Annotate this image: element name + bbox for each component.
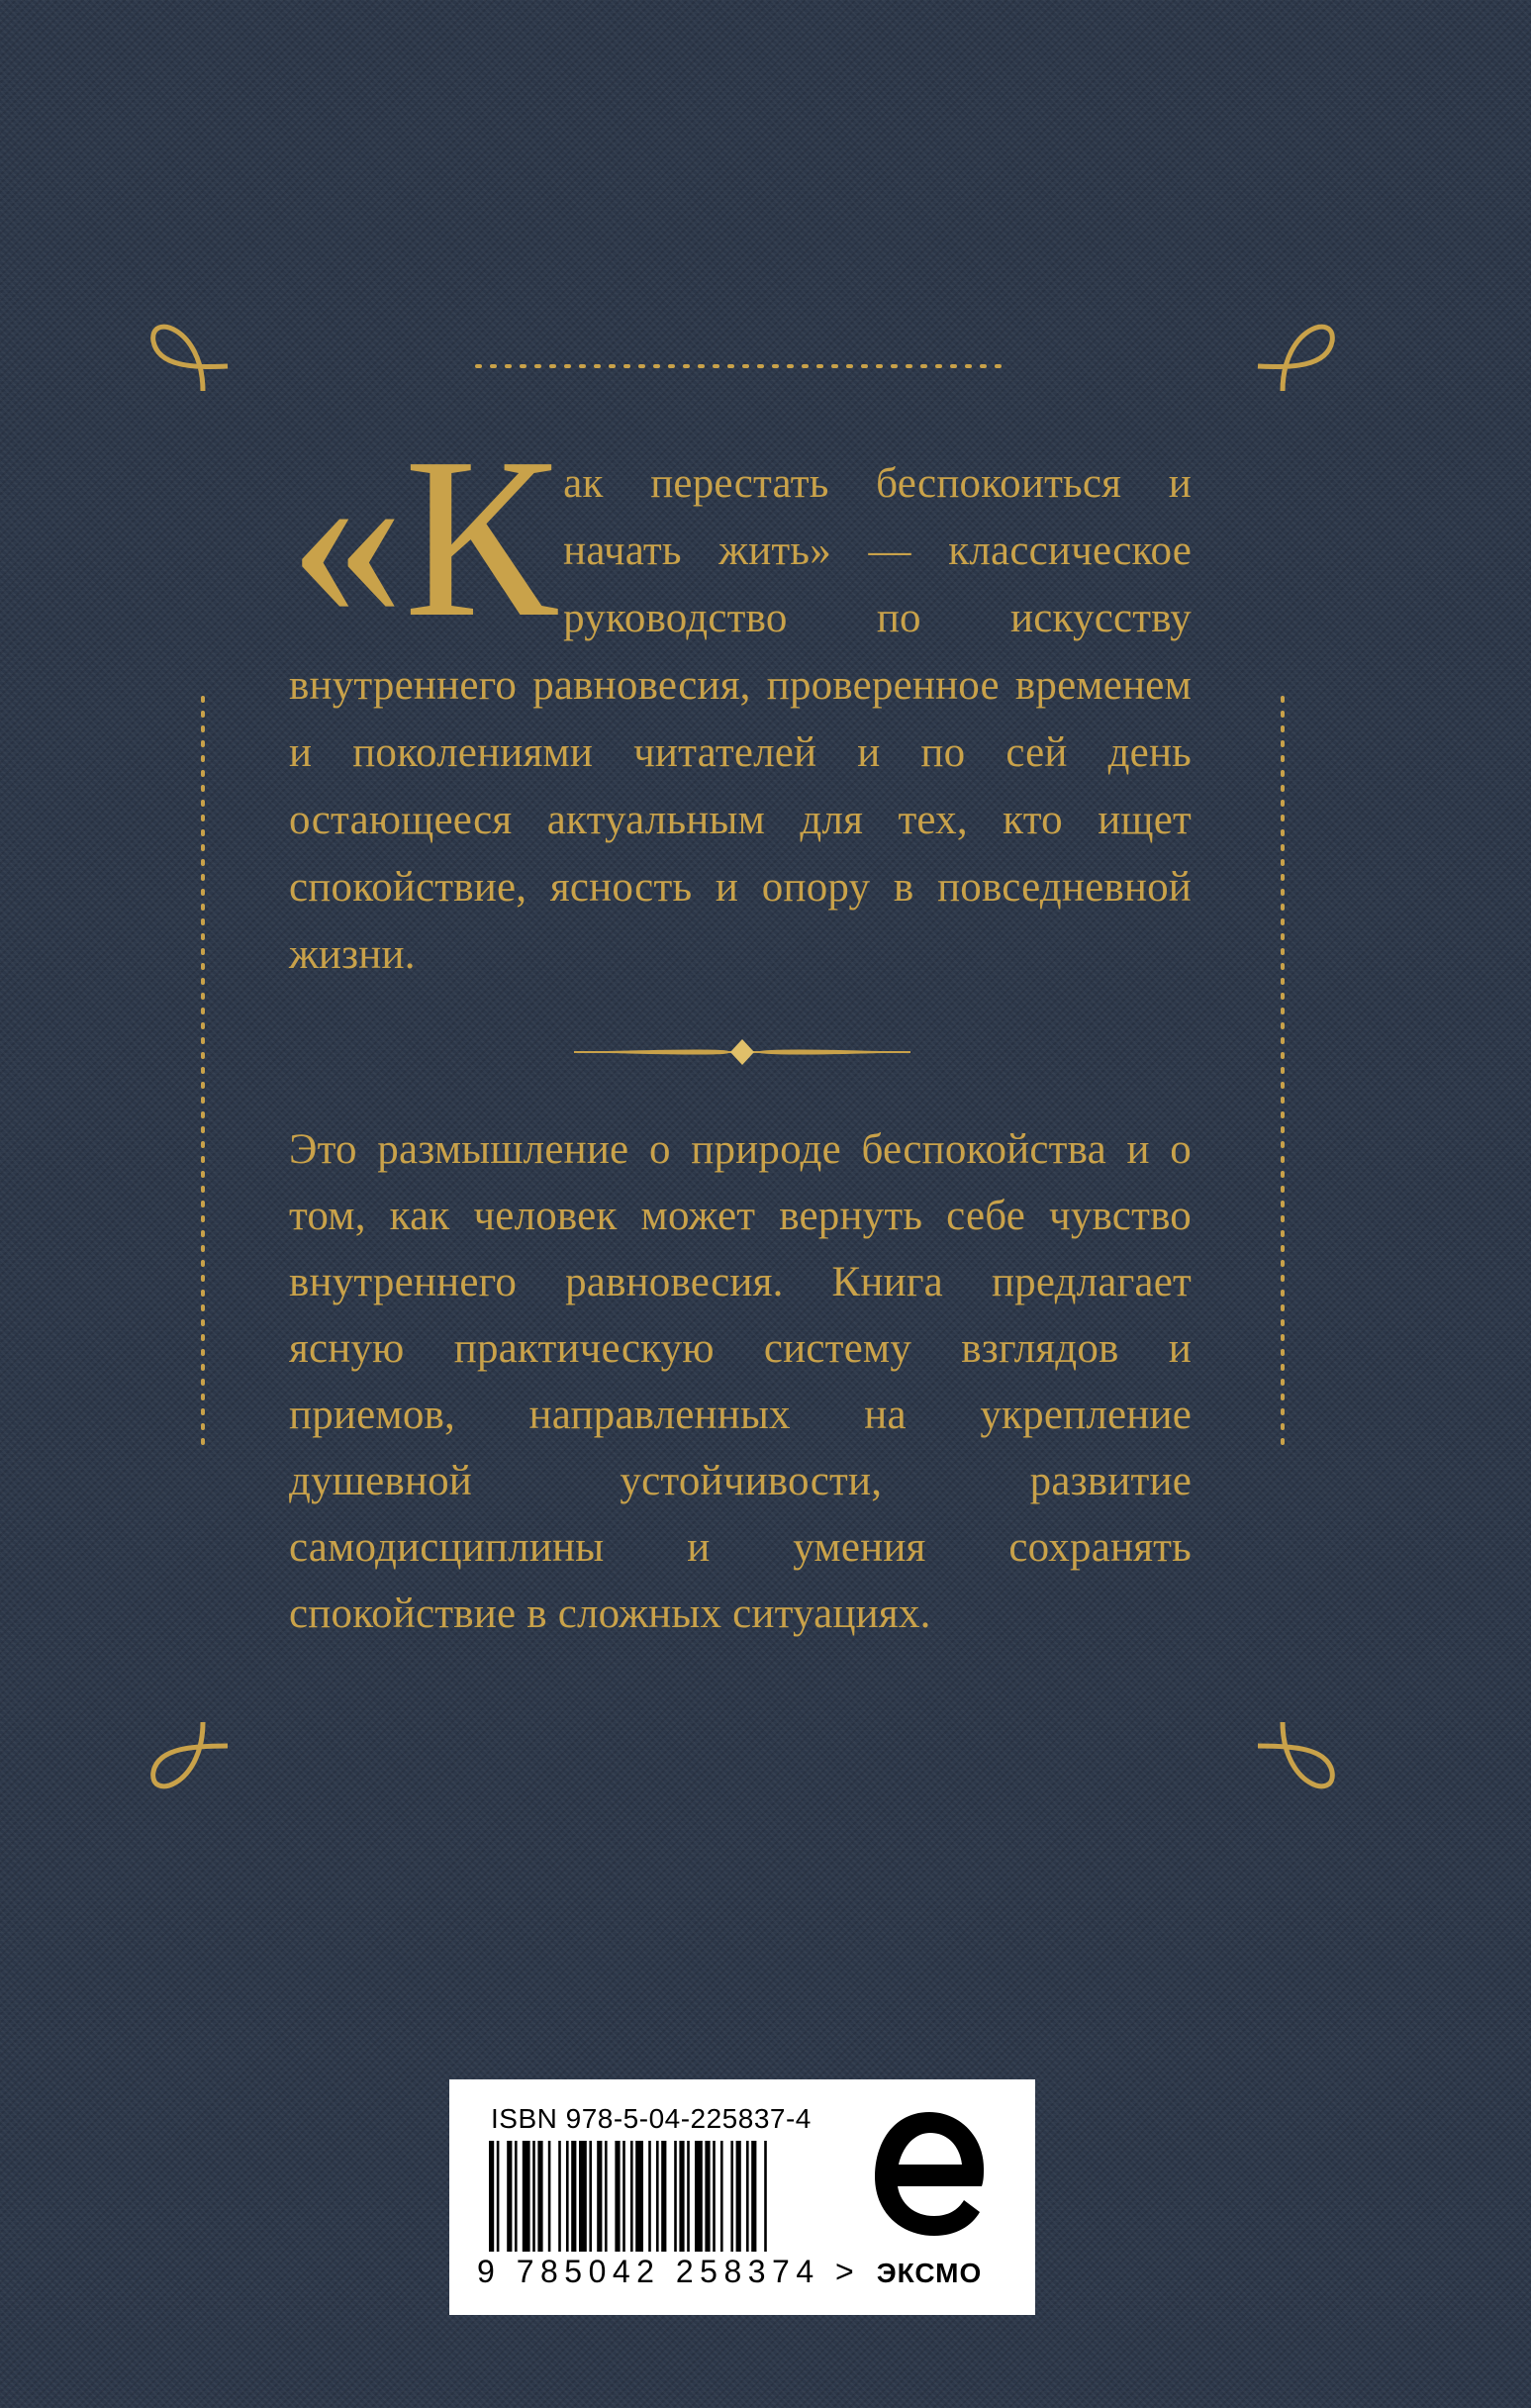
intro-text: ак перестать беспокоиться и начать жить» — классическое руководство по искусству внутреннего равновесия, проверенное временем и поколениями читателей и по сей день остающееся актуальным для тех, кто ищет спокойствие, ясность и опору в повседневной жизни.	[289, 460, 1192, 978]
barcode-bar	[695, 2141, 703, 2252]
barcode-bar	[489, 2141, 494, 2252]
barcode-bar	[507, 2141, 512, 2252]
drop-cap: «К	[289, 411, 558, 665]
barcode-bar	[746, 2141, 749, 2252]
corner-ornament-top-left	[153, 327, 228, 391]
corner-ornament-bottom-right	[1258, 1722, 1332, 1786]
barcode-bar	[523, 2141, 530, 2252]
barcode-bar	[515, 2141, 518, 2252]
barcode-bar	[566, 2141, 569, 2252]
isbn-number: ISBN 978-5-04-225837-4	[491, 2103, 812, 2134]
barcode-bar	[736, 2141, 741, 2252]
center-divider	[574, 1039, 910, 1065]
intro-paragraph	[289, 411, 1192, 989]
eksmo-logo-icon	[855, 2097, 1004, 2256]
barcode-bar	[548, 2141, 551, 2252]
barcode-bar	[497, 2141, 500, 2252]
barcode-bar	[532, 2141, 535, 2252]
barcode-bar	[713, 2141, 716, 2252]
barcode-bar	[720, 2141, 723, 2252]
barcode-bar	[751, 2141, 756, 2252]
barcode-bar	[656, 2141, 659, 2252]
barcode-digits: 9 785042 258374 >	[477, 2254, 861, 2289]
barcode-bar	[615, 2141, 620, 2252]
barcode-bar	[764, 2141, 767, 2252]
barcode-bar	[661, 2141, 666, 2252]
barcode-bar	[705, 2141, 710, 2252]
barcode-bar	[579, 2141, 587, 2252]
corner-ornament-top-right	[1258, 327, 1332, 391]
barcode-label	[449, 2079, 1035, 2315]
publisher-name: ЭКСМО	[876, 2258, 983, 2288]
barcode-bar	[730, 2141, 733, 2252]
barcode-bar	[622, 2141, 625, 2252]
barcode-bar	[648, 2141, 651, 2252]
barcode-bar	[635, 2141, 643, 2252]
barcode-bar	[687, 2141, 690, 2252]
barcode	[489, 2141, 835, 2258]
barcode-bar	[674, 2141, 677, 2252]
barcode-bar	[537, 2141, 542, 2252]
barcode-bar	[605, 2141, 608, 2252]
body-paragraph: Это размышление о природе беспокойства и о том, как человек может вернуть себе чувство внутреннего равновесия. Книга предлагает ясную практическую систему взглядов и приемов, направленных на укрепление душевной устойчивости, развитие самодисциплины и умения сохранять спокойствие в сложных ситуациях.	[289, 1126, 1192, 1637]
barcode-bar	[630, 2141, 633, 2252]
barcode-bar	[679, 2141, 684, 2252]
corner-ornament-bottom-left	[153, 1722, 228, 1786]
barcode-bar	[589, 2141, 592, 2252]
barcode-bar	[571, 2141, 576, 2252]
barcode-bar	[558, 2141, 561, 2252]
barcode-bar	[597, 2141, 602, 2252]
